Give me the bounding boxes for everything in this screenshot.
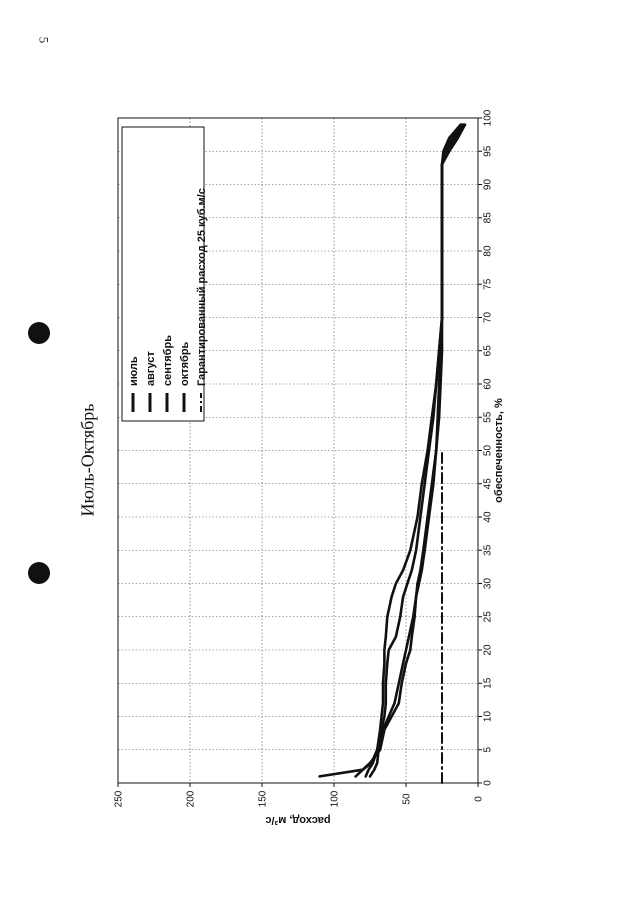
x-tick-label: 75	[482, 278, 494, 290]
x-tick-label: 40	[482, 511, 494, 523]
x-tick-label: 80	[482, 245, 494, 257]
x-tick-label: 85	[482, 212, 494, 224]
y-tick-label: 150	[257, 790, 269, 808]
x-tick-label: 100	[482, 109, 494, 127]
legend-label-2: сентябрь	[161, 335, 174, 386]
y-axis-label: расход, м³/с	[265, 814, 331, 826]
y-tick-label: 250	[113, 790, 125, 808]
y-tick-label: 0	[473, 796, 485, 802]
document-title: Июль-Октябрь	[77, 403, 98, 517]
legend-label-3: октябрь	[178, 341, 191, 386]
x-tick-label: 65	[482, 345, 494, 357]
page-number: 5	[36, 36, 52, 44]
x-tick-label: 20	[482, 644, 494, 656]
x-tick-label: 95	[482, 145, 494, 157]
series-line-0	[320, 125, 461, 777]
legend-label-1: август	[144, 351, 157, 386]
x-tick-label: 60	[482, 378, 494, 390]
y-tick-label: 50	[401, 793, 413, 805]
y-tick-label: 200	[185, 790, 197, 808]
series-layer	[320, 125, 465, 783]
x-tick-label: 35	[482, 544, 494, 556]
x-tick-label: 50	[482, 444, 494, 457]
x-tick-label: 5	[482, 746, 494, 753]
legend-label-4: Гарантированный расход 25 куб.м/с	[195, 188, 208, 386]
x-tick-label: 25	[482, 611, 494, 623]
x-axis-label: обеспеченность, %	[493, 398, 505, 503]
x-tick-label: 55	[482, 411, 494, 423]
x-tick-label: 0	[482, 780, 494, 786]
legend-label-0: июль	[127, 356, 140, 386]
y-tick-label: 100	[329, 790, 341, 808]
x-tick-label: 15	[482, 677, 494, 689]
x-tick-label: 70	[482, 311, 494, 324]
x-tick-label: 45	[482, 478, 494, 490]
legend	[122, 127, 208, 421]
x-tick-label: 30	[482, 577, 494, 590]
x-tick-label: 90	[482, 178, 494, 191]
x-tick-label: 10	[482, 710, 494, 723]
